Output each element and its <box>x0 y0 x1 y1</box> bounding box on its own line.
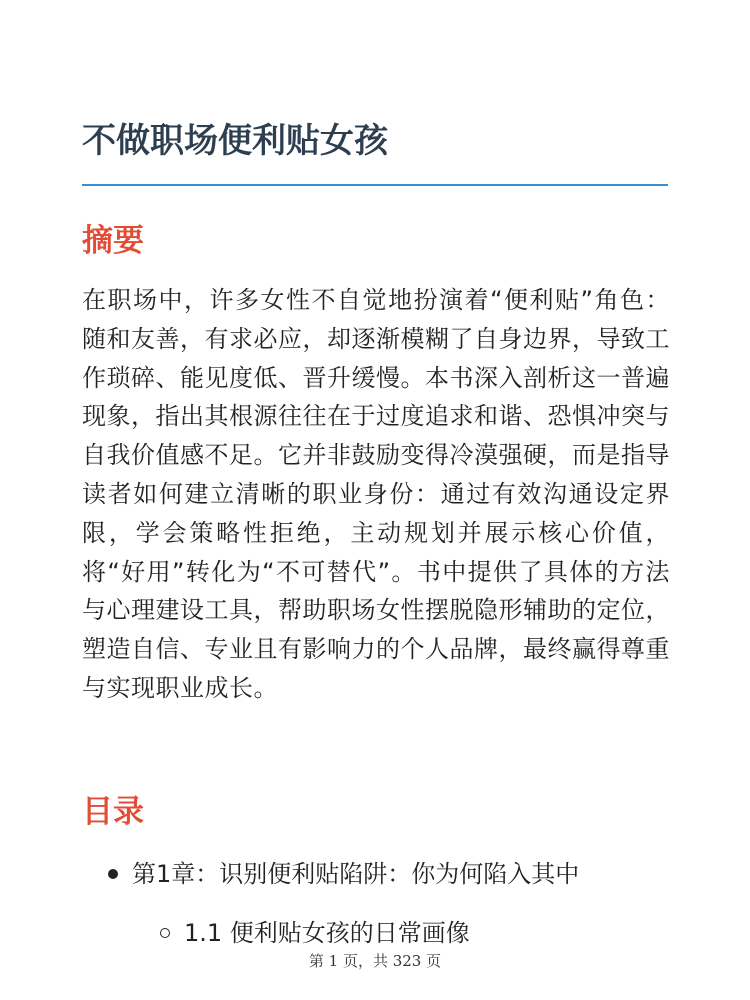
toc-section-label: 1.1 便利贴女孩的日常画像 <box>184 919 470 947</box>
toc-section-item[interactable] <box>160 913 470 953</box>
bullet-disc-icon <box>108 869 118 879</box>
toc-heading: 目录 <box>82 794 144 830</box>
title-divider <box>82 184 668 186</box>
abstract-paragraph: 在职场中，许多女性不自觉地扮演着“便利贴”角色：随和友善，有求必应，却逐渐模糊了自身边界，导致工作琐碎、能见度低、晋升缓慢。本书深入剖析这一普遍现象，指出其根源往往在于过度追求和谐、恐惧冲突与自我价值感不足。它并非鼓励变得冷漠强硬，而是指导读者如何建立清晰的职业身份：通过有效沟通设定界限，学会策略性拒绝，主动规划并展示核心价值，将“好用”转化为“不可替代”。书中提供了具体的方法与心理建设工具，帮助职场女性摆脱隐形辅助的定位，塑造自信、专业且有影响力的个人品牌，最终赢得尊重与实现职业成长。 <box>82 286 670 702</box>
page-number: 第 1 页，共 323 页 <box>308 952 442 970</box>
abstract-heading: 摘要 <box>82 223 144 259</box>
toc-chapter-label: 第1章：识别便利贴陷阱：你为何陷入其中 <box>132 860 580 888</box>
document-title: 不做职场便利贴女孩 <box>82 121 388 161</box>
bullet-circle-icon <box>160 928 170 938</box>
toc-chapter-item[interactable] <box>108 854 579 894</box>
